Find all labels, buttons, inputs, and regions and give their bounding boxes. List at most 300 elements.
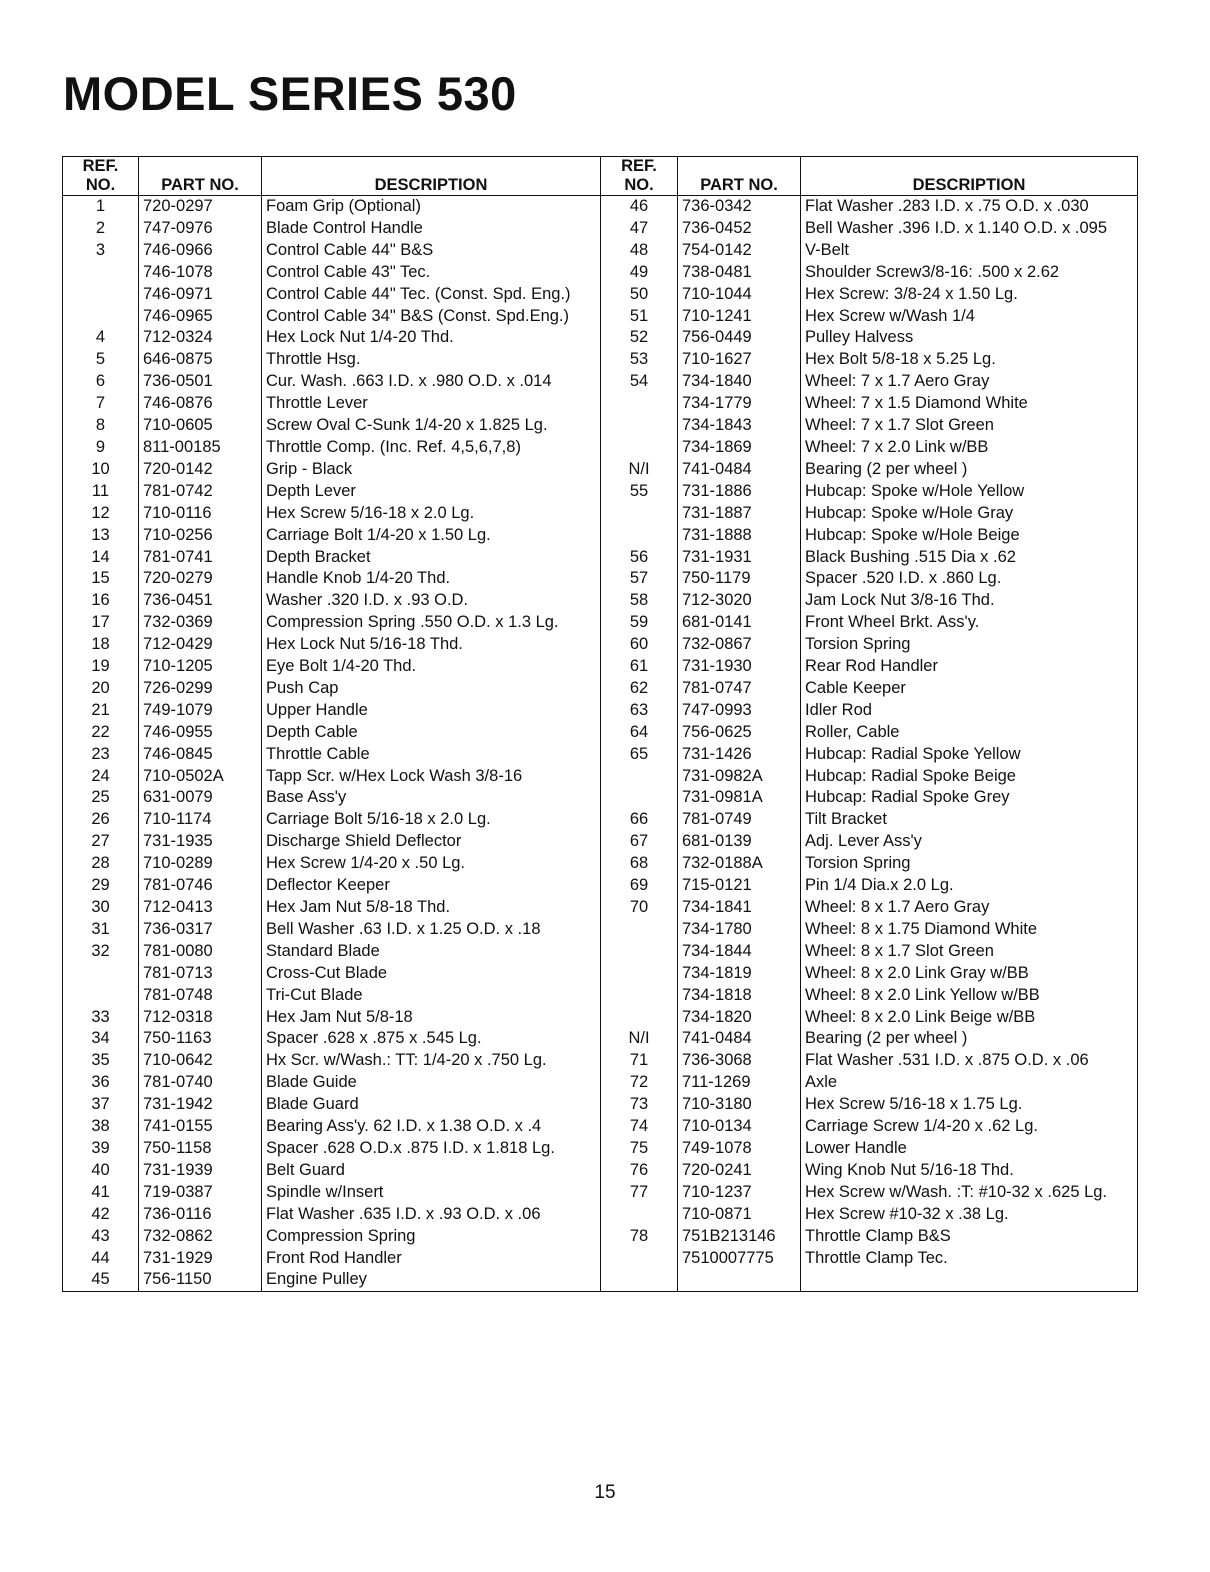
ref-no-cell: 29: [63, 875, 139, 897]
ref-no-cell: 46: [601, 196, 678, 218]
description-cell: Flat Washer .531 I.D. x .875 O.D. x .06: [801, 1050, 1138, 1072]
ref-no-cell: [601, 393, 678, 415]
table-row: [63, 1007, 1138, 1029]
part-no-cell: 734-1819: [678, 963, 801, 985]
description-cell: Hubcap: Spoke w/Hole Beige: [801, 525, 1138, 547]
ref-no-cell: 44: [63, 1248, 139, 1270]
description-cell: Blade Guide: [262, 1072, 601, 1094]
ref-no-cell: 64: [601, 722, 678, 744]
table-row: [63, 525, 1138, 547]
part-no-cell: 750-1158: [139, 1138, 262, 1160]
description-cell: Hex Jam Nut 5/8-18: [262, 1007, 601, 1029]
part-no-cell: 731-1942: [139, 1094, 262, 1116]
ref-no-cell: 28: [63, 853, 139, 875]
ref-no-cell: 51: [601, 306, 678, 328]
ref-no-cell: 30: [63, 897, 139, 919]
description-cell: Wheel: 8 x 2.0 Link Yellow w/BB: [801, 985, 1138, 1007]
description-cell: Hex Screw 5/16-18 x 1.75 Lg.: [801, 1094, 1138, 1116]
ref-no-cell: 70: [601, 897, 678, 919]
description-cell: Depth Cable: [262, 722, 601, 744]
ref-no-cell: 4: [63, 327, 139, 349]
ref-no-cell: [601, 503, 678, 525]
part-no-cell: 731-1886: [678, 481, 801, 503]
part-no-cell: 710-1241: [678, 306, 801, 328]
description-cell: Compression Spring: [262, 1226, 601, 1248]
ref-no-cell: 71: [601, 1050, 678, 1072]
description-cell: Hex Screw w/Wash 1/4: [801, 306, 1138, 328]
part-no-cell: 750-1163: [139, 1028, 262, 1050]
ref-no-cell: 59: [601, 612, 678, 634]
ref-no-cell: 48: [601, 240, 678, 262]
part-no-cell: 747-0976: [139, 218, 262, 240]
table-row: [63, 744, 1138, 766]
part-no-cell: 781-0713: [139, 963, 262, 985]
part-no-cell: 734-1843: [678, 415, 801, 437]
description-cell: Throttle Comp. (Inc. Ref. 4,5,6,7,8): [262, 437, 601, 459]
part-no-cell: 781-0749: [678, 809, 801, 831]
table-row: [63, 393, 1138, 415]
description-cell: Spacer .628 x .875 x .545 Lg.: [262, 1028, 601, 1050]
ref-no-cell: 22: [63, 722, 139, 744]
table-row: [63, 481, 1138, 503]
part-no-cell: 710-1205: [139, 656, 262, 678]
part-no-cell: 756-0625: [678, 722, 801, 744]
part-no-cell: 781-0741: [139, 547, 262, 569]
table-row: [63, 349, 1138, 371]
description-cell: Depth Bracket: [262, 547, 601, 569]
part-no-cell: 646-0875: [139, 349, 262, 371]
part-no-cell: 731-0981A: [678, 787, 801, 809]
ref-no-cell: 23: [63, 744, 139, 766]
table-row: [63, 1226, 1138, 1248]
table-row: [63, 853, 1138, 875]
ref-no-cell: N/I: [601, 459, 678, 481]
description-cell: Hex Lock Nut 1/4-20 Thd.: [262, 327, 601, 349]
part-no-cell: 756-1150: [139, 1269, 262, 1291]
ref-no-cell: [601, 1269, 678, 1291]
description-cell: Pulley Halvess: [801, 327, 1138, 349]
ref-no-cell: 62: [601, 678, 678, 700]
part-no-cell: 731-1888: [678, 525, 801, 547]
part-no-cell: 720-0297: [139, 196, 262, 218]
part-no-cell: 738-0481: [678, 262, 801, 284]
table-row: [63, 590, 1138, 612]
table-row: [63, 1050, 1138, 1072]
ref-no-cell: 63: [601, 700, 678, 722]
table-row: [63, 875, 1138, 897]
description-cell: Hex Screw w/Wash. :T: #10-32 x .625 Lg.: [801, 1182, 1138, 1204]
description-cell: Torsion Spring: [801, 853, 1138, 875]
part-no-cell: 734-1818: [678, 985, 801, 1007]
description-cell: Washer .320 I.D. x .93 O.D.: [262, 590, 601, 612]
description-cell: Compression Spring .550 O.D. x 1.3 Lg.: [262, 612, 601, 634]
part-no-cell: 710-0871: [678, 1204, 801, 1226]
part-no-cell: 781-0747: [678, 678, 801, 700]
table-row: [63, 547, 1138, 569]
part-no-cell: 731-1935: [139, 831, 262, 853]
part-no-cell: 7510007775: [678, 1248, 801, 1270]
description-cell: Throttle Hsg.: [262, 349, 601, 371]
part-no-cell: 710-0116: [139, 503, 262, 525]
part-no-cell: 710-0642: [139, 1050, 262, 1072]
ref-no-cell: 32: [63, 941, 139, 963]
table-row: [63, 766, 1138, 788]
ref-no-cell: 41: [63, 1182, 139, 1204]
description-cell: Throttle Lever: [262, 393, 601, 415]
table-row: [63, 459, 1138, 481]
ref-no-cell: [63, 985, 139, 1007]
ref-no-cell: 65: [601, 744, 678, 766]
description-cell: Engine Pulley: [262, 1269, 601, 1291]
ref-no-cell: 5: [63, 349, 139, 371]
table-row: [63, 437, 1138, 459]
part-no-cell: 746-0966: [139, 240, 262, 262]
description-cell: Wheel: 8 x 1.7 Slot Green: [801, 941, 1138, 963]
part-no-cell: 736-3068: [678, 1050, 801, 1072]
description-cell: V-Belt: [801, 240, 1138, 262]
part-no-cell: 732-0867: [678, 634, 801, 656]
part-no-cell: 731-1426: [678, 744, 801, 766]
ref-no-cell: 14: [63, 547, 139, 569]
ref-no-cell: 6: [63, 371, 139, 393]
part-no-cell: 736-0116: [139, 1204, 262, 1226]
ref-no-cell: 16: [63, 590, 139, 612]
table-row: [63, 1138, 1138, 1160]
ref-no-cell: 10: [63, 459, 139, 481]
ref-no-cell: 40: [63, 1160, 139, 1182]
part-no-cell: 781-0740: [139, 1072, 262, 1094]
ref-no-cell: 34: [63, 1028, 139, 1050]
ref-no-cell: 60: [601, 634, 678, 656]
description-cell: Cross-Cut Blade: [262, 963, 601, 985]
part-no-cell: 731-1931: [678, 547, 801, 569]
ref-no-cell: 54: [601, 371, 678, 393]
description-cell: Deflector Keeper: [262, 875, 601, 897]
page-number: 15: [594, 1482, 616, 1503]
part-no-cell: 781-0748: [139, 985, 262, 1007]
description-cell: Wheel: 7 x 1.7 Aero Gray: [801, 371, 1138, 393]
description-cell: Foam Grip (Optional): [262, 196, 601, 218]
table-row: [63, 1248, 1138, 1270]
table-row: [63, 1094, 1138, 1116]
description-cell: Hex Bolt 5/8-18 x 5.25 Lg.: [801, 349, 1138, 371]
description-cell: Wheel: 8 x 2.0 Link Gray w/BB: [801, 963, 1138, 985]
ref-no-cell: 67: [601, 831, 678, 853]
description-cell: Axle: [801, 1072, 1138, 1094]
description-cell: Depth Lever: [262, 481, 601, 503]
part-no-cell: 736-0317: [139, 919, 262, 941]
part-no-cell: 741-0484: [678, 459, 801, 481]
part-no-cell: 726-0299: [139, 678, 262, 700]
description-cell: Hubcap: Spoke w/Hole Yellow: [801, 481, 1138, 503]
ref-no-cell: 26: [63, 809, 139, 831]
ref-no-cell: 17: [63, 612, 139, 634]
part-no-cell: 749-1078: [678, 1138, 801, 1160]
ref-no-cell: 9: [63, 437, 139, 459]
description-cell: Wheel: 8 x 2.0 Link Beige w/BB: [801, 1007, 1138, 1029]
description-cell: Wheel: 7 x 1.7 Slot Green: [801, 415, 1138, 437]
part-no-cell: 719-0387: [139, 1182, 262, 1204]
ref-no-cell: N/I: [601, 1028, 678, 1050]
description-cell: Standard Blade: [262, 941, 601, 963]
ref-no-cell: [601, 963, 678, 985]
description-cell: Control Cable 43" Tec.: [262, 262, 601, 284]
description-cell: Screw Oval C-Sunk 1/4-20 x 1.825 Lg.: [262, 415, 601, 437]
description-cell: Black Bushing .515 Dia x .62: [801, 547, 1138, 569]
ref-no-cell: 24: [63, 766, 139, 788]
description-cell: Carriage Bolt 1/4-20 x 1.50 Lg.: [262, 525, 601, 547]
part-no-cell: 781-0746: [139, 875, 262, 897]
part-no-cell: 710-0289: [139, 853, 262, 875]
ref-no-cell: 73: [601, 1094, 678, 1116]
description-cell: Throttle Clamp Tec.: [801, 1248, 1138, 1270]
part-no-cell: 731-1939: [139, 1160, 262, 1182]
table-row: [63, 831, 1138, 853]
description-cell: Hex Screw #10-32 x .38 Lg.: [801, 1204, 1138, 1226]
part-no-cell: 746-1078: [139, 262, 262, 284]
part-no-cell: 712-0324: [139, 327, 262, 349]
description-cell: Bearing Ass'y. 62 I.D. x 1.38 O.D. x .4: [262, 1116, 601, 1138]
page-title: MODEL SERIES 530: [63, 67, 517, 120]
description-cell: Bell Washer .63 I.D. x 1.25 O.D. x .18: [262, 919, 601, 941]
part-no-cell: 731-1929: [139, 1248, 262, 1270]
ref-no-cell: 1: [63, 196, 139, 218]
part-no-header-left: PART NO.: [139, 157, 262, 196]
part-no-cell: 712-0429: [139, 634, 262, 656]
description-cell: Wheel: 7 x 2.0 Link w/BB: [801, 437, 1138, 459]
part-no-cell: 781-0742: [139, 481, 262, 503]
part-no-cell: 734-1779: [678, 393, 801, 415]
part-no-cell: 720-0279: [139, 568, 262, 590]
table-row: [63, 1204, 1138, 1226]
part-no-header-right: PART NO.: [678, 157, 801, 196]
ref-no-cell: 27: [63, 831, 139, 853]
parts-table: [62, 156, 1138, 1292]
part-no-cell: 720-0142: [139, 459, 262, 481]
description-cell: Spacer .520 I.D. x .860 Lg.: [801, 568, 1138, 590]
ref-no-cell: 56: [601, 547, 678, 569]
ref-no-cell: 76: [601, 1160, 678, 1182]
ref-no-cell: 35: [63, 1050, 139, 1072]
part-no-cell: [678, 1269, 801, 1291]
table-row: [63, 262, 1138, 284]
description-cell: Flat Washer .283 I.D. x .75 O.D. x .030: [801, 196, 1138, 218]
ref-no-cell: 19: [63, 656, 139, 678]
ref-no-cell: 38: [63, 1116, 139, 1138]
part-no-cell: 710-1174: [139, 809, 262, 831]
ref-no-cell: [601, 1007, 678, 1029]
ref-no-cell: 66: [601, 809, 678, 831]
part-no-cell: 736-0342: [678, 196, 801, 218]
ref-no-cell: 77: [601, 1182, 678, 1204]
table-row: [63, 1072, 1138, 1094]
table-row: [63, 1269, 1138, 1291]
part-no-cell: 681-0141: [678, 612, 801, 634]
part-no-cell: 710-0256: [139, 525, 262, 547]
description-cell: Control Cable 44" B&S: [262, 240, 601, 262]
ref-no-cell: 11: [63, 481, 139, 503]
part-no-cell: 681-0139: [678, 831, 801, 853]
part-no-cell: 732-0862: [139, 1226, 262, 1248]
part-no-cell: 734-1844: [678, 941, 801, 963]
ref-no-cell: 49: [601, 262, 678, 284]
ref-no-cell: [63, 306, 139, 328]
ref-no-cell: 13: [63, 525, 139, 547]
table-row: [63, 985, 1138, 1007]
table-row: [63, 897, 1138, 919]
ref-no-header-right: REF. NO.: [601, 157, 678, 196]
part-no-cell: 710-0502A: [139, 766, 262, 788]
description-cell: Bearing (2 per wheel ): [801, 1028, 1138, 1050]
ref-no-cell: 18: [63, 634, 139, 656]
part-no-cell: 711-1269: [678, 1072, 801, 1094]
part-no-cell: 746-0965: [139, 306, 262, 328]
table-row: [63, 700, 1138, 722]
description-cell: Bearing (2 per wheel ): [801, 459, 1138, 481]
part-no-cell: 734-1780: [678, 919, 801, 941]
description-cell: Hubcap: Radial Spoke Yellow: [801, 744, 1138, 766]
table-row: [63, 941, 1138, 963]
ref-no-cell: 3: [63, 240, 139, 262]
ref-no-cell: 74: [601, 1116, 678, 1138]
part-no-cell: 732-0369: [139, 612, 262, 634]
ref-no-cell: 39: [63, 1138, 139, 1160]
ref-no-cell: 50: [601, 284, 678, 306]
ref-no-cell: 52: [601, 327, 678, 349]
table-row: [63, 306, 1138, 328]
ref-no-cell: [601, 415, 678, 437]
description-cell: Hex Lock Nut 5/16-18 Thd.: [262, 634, 601, 656]
part-no-cell: 710-0605: [139, 415, 262, 437]
ref-no-cell: 69: [601, 875, 678, 897]
ref-no-cell: [601, 1248, 678, 1270]
part-no-cell: 731-0982A: [678, 766, 801, 788]
ref-no-cell: 61: [601, 656, 678, 678]
description-cell: Wheel: 8 x 1.7 Aero Gray: [801, 897, 1138, 919]
description-cell: Control Cable 44" Tec. (Const. Spd. Eng.): [262, 284, 601, 306]
ref-no-cell: 37: [63, 1094, 139, 1116]
ref-no-cell: [601, 787, 678, 809]
description-cell: Lower Handle: [801, 1138, 1138, 1160]
description-header-right: DESCRIPTION: [801, 157, 1138, 196]
part-no-cell: 712-0413: [139, 897, 262, 919]
description-cell: Shoulder Screw3/8-16: .500 x 2.62: [801, 262, 1138, 284]
description-cell: Blade Guard: [262, 1094, 601, 1116]
description-cell: Push Cap: [262, 678, 601, 700]
part-no-cell: 712-3020: [678, 590, 801, 612]
description-cell: Base Ass'y: [262, 787, 601, 809]
ref-no-cell: 72: [601, 1072, 678, 1094]
ref-no-cell: [601, 1204, 678, 1226]
table-row: [63, 503, 1138, 525]
ref-no-cell: 58: [601, 590, 678, 612]
table-row: [63, 963, 1138, 985]
description-cell: Pin 1/4 Dia.x 2.0 Lg.: [801, 875, 1138, 897]
part-no-cell: 734-1840: [678, 371, 801, 393]
description-cell: Control Cable 34" B&S (Const. Spd.Eng.): [262, 306, 601, 328]
description-cell: Front Rod Handler: [262, 1248, 601, 1270]
part-no-cell: 756-0449: [678, 327, 801, 349]
description-cell: Hex Jam Nut 5/8-18 Thd.: [262, 897, 601, 919]
table-row: [63, 656, 1138, 678]
description-cell: Spindle w/Insert: [262, 1182, 601, 1204]
description-cell: Throttle Cable: [262, 744, 601, 766]
ref-no-cell: 53: [601, 349, 678, 371]
part-no-cell: 741-0155: [139, 1116, 262, 1138]
ref-no-cell: 15: [63, 568, 139, 590]
part-no-cell: 720-0241: [678, 1160, 801, 1182]
part-no-cell: 736-0451: [139, 590, 262, 612]
part-no-cell: 710-1627: [678, 349, 801, 371]
part-no-cell: 754-0142: [678, 240, 801, 262]
description-header-left: DESCRIPTION: [262, 157, 601, 196]
part-no-cell: 747-0993: [678, 700, 801, 722]
description-cell: Adj. Lever Ass'y: [801, 831, 1138, 853]
description-cell: Discharge Shield Deflector: [262, 831, 601, 853]
ref-no-cell: [63, 284, 139, 306]
table-row: [63, 1160, 1138, 1182]
description-cell: Wheel: 7 x 1.5 Diamond White: [801, 393, 1138, 415]
table-row: [63, 787, 1138, 809]
ref-no-cell: 45: [63, 1269, 139, 1291]
description-cell: Bell Washer .396 I.D. x 1.140 O.D. x .095: [801, 218, 1138, 240]
ref-no-cell: 75: [601, 1138, 678, 1160]
part-no-cell: 734-1820: [678, 1007, 801, 1029]
description-cell: Carriage Screw 1/4-20 x .62 Lg.: [801, 1116, 1138, 1138]
table-row: [63, 678, 1138, 700]
description-cell: Hex Screw 5/16-18 x 2.0 Lg.: [262, 503, 601, 525]
ref-no-cell: 31: [63, 919, 139, 941]
description-cell: Handle Knob 1/4-20 Thd.: [262, 568, 601, 590]
part-no-cell: 710-0134: [678, 1116, 801, 1138]
ref-no-cell: 2: [63, 218, 139, 240]
part-no-cell: 731-1887: [678, 503, 801, 525]
part-no-cell: 715-0121: [678, 875, 801, 897]
description-cell: Cable Keeper: [801, 678, 1138, 700]
description-cell: Belt Guard: [262, 1160, 601, 1182]
description-cell: Eye Bolt 1/4-20 Thd.: [262, 656, 601, 678]
description-cell: Rear Rod Handler: [801, 656, 1138, 678]
part-no-cell: 712-0318: [139, 1007, 262, 1029]
description-cell: Front Wheel Brkt. Ass'y.: [801, 612, 1138, 634]
ref-no-cell: [601, 919, 678, 941]
part-no-cell: 741-0484: [678, 1028, 801, 1050]
description-cell: Hx Scr. w/Wash.: TT: 1/4-20 x .750 Lg.: [262, 1050, 601, 1072]
ref-no-cell: 33: [63, 1007, 139, 1029]
ref-no-cell: 25: [63, 787, 139, 809]
part-no-cell: 736-0501: [139, 371, 262, 393]
description-cell: Roller, Cable: [801, 722, 1138, 744]
ref-no-cell: 57: [601, 568, 678, 590]
ref-no-cell: [63, 262, 139, 284]
table-row: [63, 415, 1138, 437]
part-no-cell: 746-0845: [139, 744, 262, 766]
ref-no-cell: 55: [601, 481, 678, 503]
table-row: [63, 240, 1138, 262]
description-cell: Throttle Clamp B&S: [801, 1226, 1138, 1248]
ref-no-cell: 20: [63, 678, 139, 700]
description-cell: Upper Handle: [262, 700, 601, 722]
part-no-cell: 710-1044: [678, 284, 801, 306]
ref-no-cell: 12: [63, 503, 139, 525]
description-cell: Wing Knob Nut 5/16-18 Thd.: [801, 1160, 1138, 1182]
ref-no-cell: 47: [601, 218, 678, 240]
part-no-cell: 781-0080: [139, 941, 262, 963]
part-no-cell: 731-1930: [678, 656, 801, 678]
description-cell: Tilt Bracket: [801, 809, 1138, 831]
ref-no-cell: 21: [63, 700, 139, 722]
ref-no-cell: [63, 963, 139, 985]
